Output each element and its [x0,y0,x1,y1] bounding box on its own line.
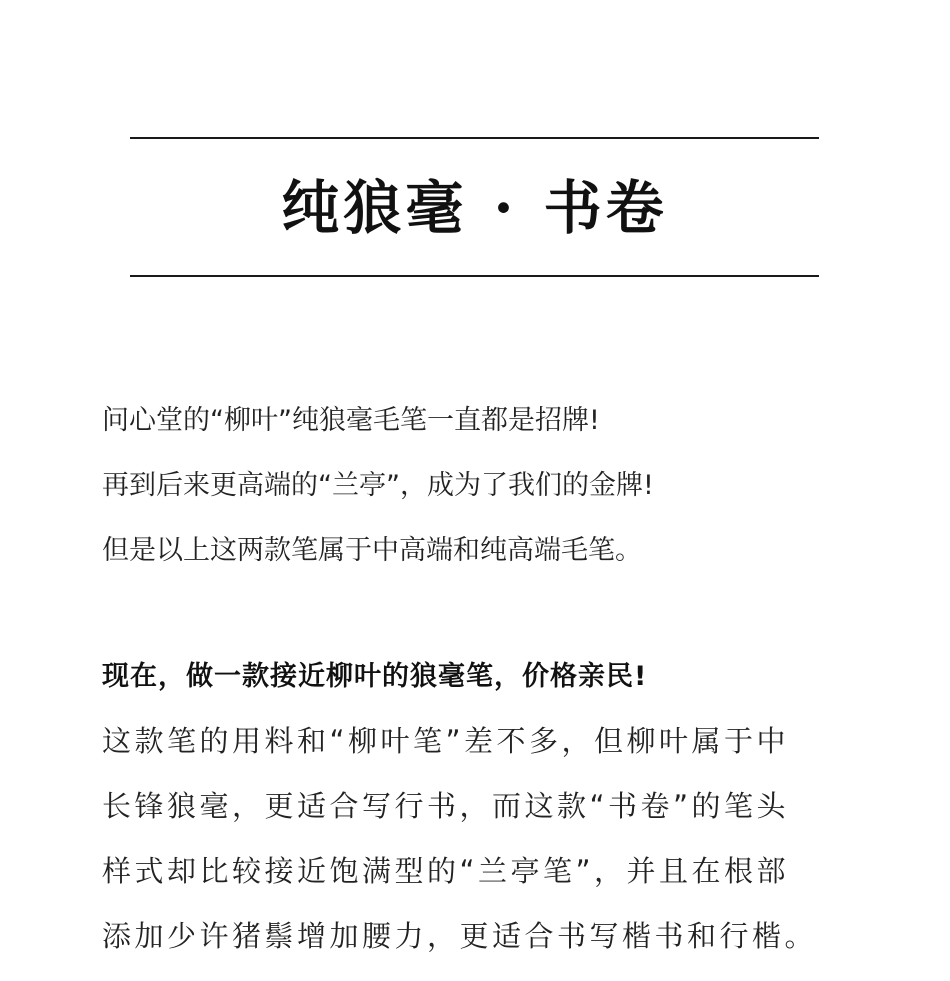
feature-lead: 现在，做一款接近柳叶的狼毫笔，价格亲民! [102,661,648,692]
top-divider [130,137,819,139]
page-title [130,168,819,248]
feature-line: 这款笔的用料和“柳叶笔”差不多，但柳叶属于中 [102,724,790,758]
bottom-divider [130,275,819,277]
intro-line: 问心堂的“柳叶”纯狼毫毛笔一直都是招牌! [102,405,600,436]
feature-line: 长锋狼毫，更适合写行书，而这款“书卷”的笔头 [102,789,790,823]
feature-line: 添加少许猪鬃增加腰力，更适合书写楷书和行楷。 [102,919,818,953]
title-separator: · [493,174,518,242]
feature-paragraph [102,645,902,969]
intro-line: 再到后来更高端的“兰亭”，成为了我们的金牌! [102,470,654,501]
intro-paragraph [102,388,922,583]
intro-line: 但是以上这两款笔属于中高端和纯高端毛笔。 [102,535,642,566]
feature-line: 样式却比较接近饱满型的“兰亭笔”，并且在根部 [102,854,790,888]
title-sub: 书卷 [543,174,668,242]
title-main: 纯狼毫 [281,174,468,242]
